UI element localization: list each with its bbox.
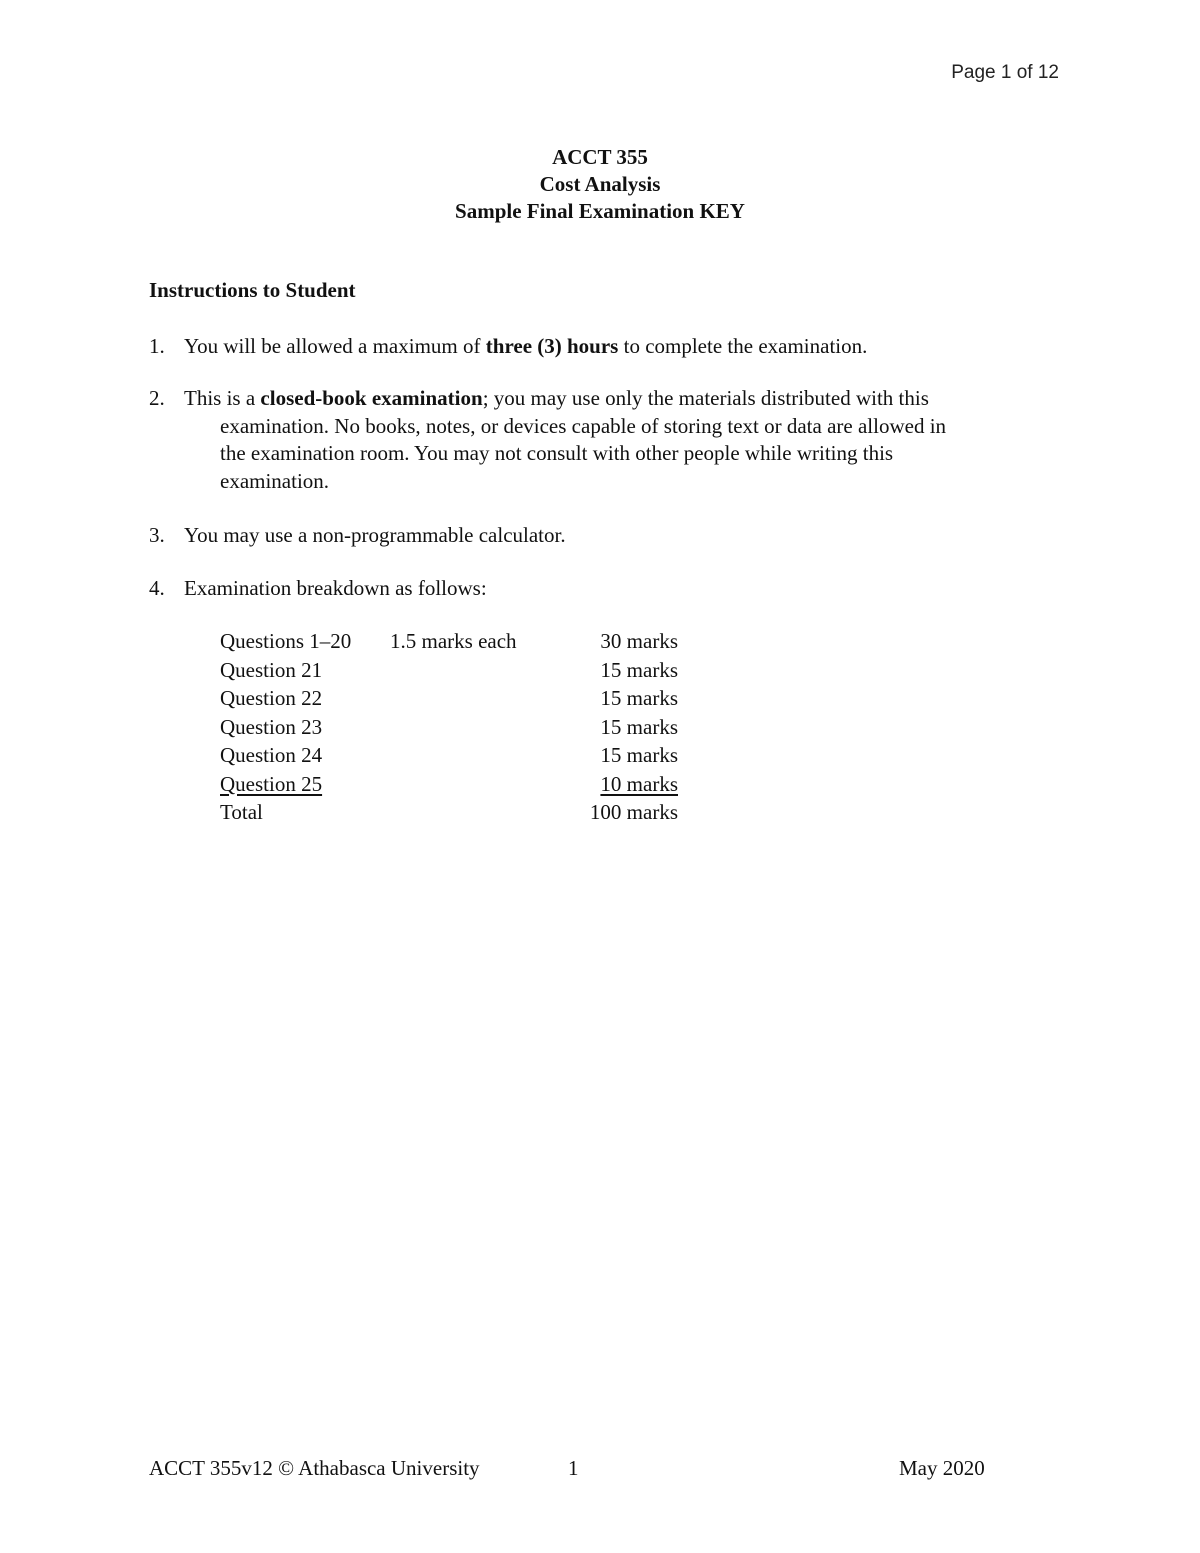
item-text-line: examination.: [220, 468, 330, 493]
question-cell: Question 24: [220, 743, 323, 767]
item-number: 2.: [149, 386, 165, 410]
item-bold-text: three (3) hours: [485, 334, 619, 358]
underlined-question: Question 25: [220, 771, 323, 796]
each-cell: 1.5 marks each: [390, 629, 517, 653]
exam-title: Sample Final Examination KEY: [455, 199, 745, 223]
marks-cell: 15 marks: [600, 743, 678, 767]
each-cell: [390, 686, 560, 715]
table-row: [220, 772, 678, 801]
instruction-item-2: [149, 385, 1049, 495]
marks-cell: 15 marks: [600, 686, 678, 710]
each-cell: [390, 658, 560, 687]
question-cell: Question 21: [220, 657, 323, 682]
table-row: [220, 629, 678, 658]
item-text: You will be allowed a maximum of: [184, 334, 486, 358]
instruction-item-1: [149, 333, 1049, 361]
item-text: Examination breakdown as follows:: [184, 576, 487, 600]
total-label-cell: Total: [220, 800, 263, 824]
table-row: [220, 686, 678, 715]
marks-cell: 30 marks: [600, 629, 678, 653]
item-bold-text: closed-book examination: [260, 386, 483, 410]
table-row: [220, 743, 678, 772]
question-cell: Question 22: [220, 686, 323, 710]
total-marks-cell: 100 marks: [589, 800, 678, 824]
each-cell: [390, 772, 560, 801]
item-text: You may use a non-programmable calculator.: [184, 523, 566, 547]
instruction-item-3: [149, 522, 1049, 550]
footer-page-number: 1: [568, 1456, 579, 1480]
each-cell: [390, 743, 560, 772]
item-number: 3.: [149, 523, 165, 547]
instruction-item-4: [149, 575, 1049, 603]
footer-copyright: ACCT 355v12 © Athabasca University: [149, 1456, 480, 1480]
question-cell: Question 23: [220, 714, 323, 739]
item-text: This is a: [184, 386, 261, 410]
question-cell: Questions 1–20: [220, 629, 352, 653]
page-number: Page 1 of 12: [951, 62, 1059, 83]
each-cell: [390, 800, 560, 829]
marks-breakdown-table: [220, 629, 678, 829]
item-text-line: examination. No books, notes, or devices capable of storing text or data are allowed in: [220, 413, 947, 438]
item-text: ; you may use only the materials distributed with this: [482, 386, 929, 410]
underlined-marks: 10 marks: [600, 771, 678, 796]
title-block: [0, 144, 1200, 225]
item-text-line: the examination room. You may not consult with other people while writing this: [220, 441, 894, 465]
marks-cell: [560, 772, 678, 801]
marks-cell: 15 marks: [600, 714, 678, 739]
item-number: 4.: [149, 576, 165, 600]
question-cell: [220, 772, 390, 801]
marks-cell: 15 marks: [600, 657, 678, 682]
item-text: to complete the examination.: [618, 334, 868, 358]
table-row: [220, 658, 678, 687]
item-number: 1.: [149, 334, 165, 358]
footer-date: May 2020: [899, 1456, 985, 1480]
course-code: ACCT 355: [552, 145, 648, 169]
table-row: [220, 715, 678, 744]
course-name: Cost Analysis: [539, 172, 661, 196]
instructions-heading: Instructions to Student: [149, 278, 356, 302]
each-cell: [390, 715, 560, 744]
table-row-total: [220, 800, 678, 829]
